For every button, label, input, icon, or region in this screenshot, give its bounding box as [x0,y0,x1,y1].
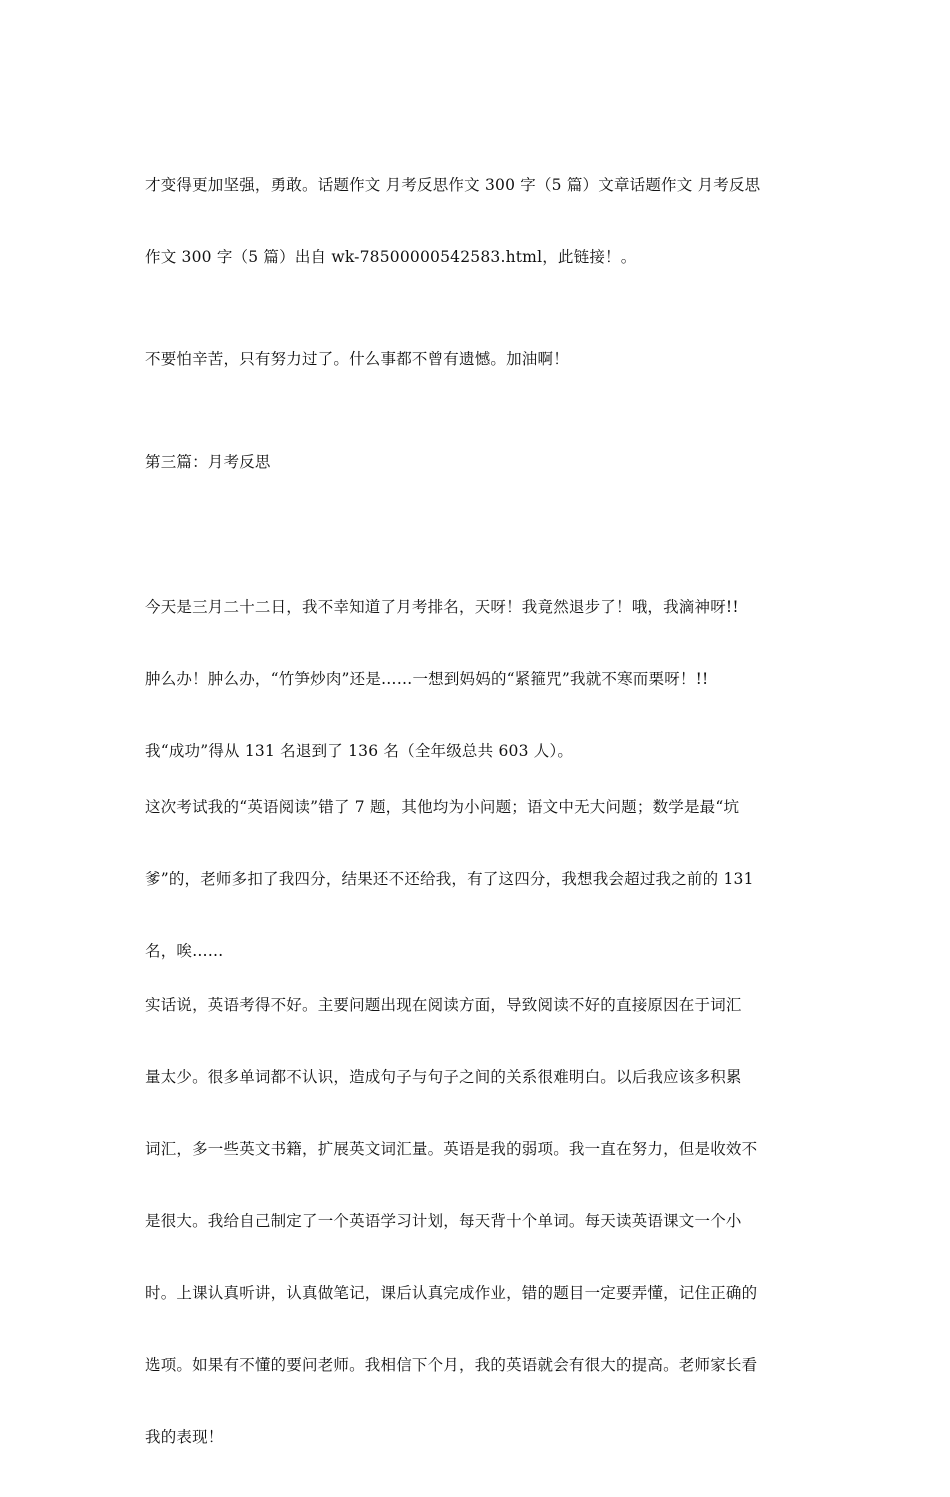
text-line: 爹”的，老师多扣了我四分，结果还不还给我，有了这四分，我想我会超过我之前的 131 [145,870,754,888]
text-line: 不要怕辛苦，只有努力过了。什么事都不曾有遗憾。加油啊！ [145,350,569,368]
text-line: 是很大。我给自己制定了一个英语学习计划，每天背十个单词。每天读英语课文一个小 [145,1212,742,1230]
section-heading: 第三篇：月考反思 [145,453,271,471]
text-line: 量太少。很多单词都不认识，造成句子与句子之间的关系很难明白。以后我应该多积累 [145,1068,742,1086]
text-line: 这次考试我的“英语阅读”错了 7 题，其他均为小问题；语文中无大问题；数学是最“坑 [145,798,740,816]
paragraph-english-plan [145,945,810,1497]
text-line: 才变得更加坚强，勇敢。话题作文 月考反思作文 300 字（5 篇）文章话题作文 月考反思 [145,176,761,194]
text-line: 词汇，多一些英文书籍，扩展英文词汇量。英语是我的弱项。我一直在努力，但是收效不 [145,1140,758,1158]
text-line: 实话说，英语考得不好。主要问题出现在阅读方面，导致阅读不好的直接原因在于词汇 [145,996,742,1014]
text-line: 我的表现！ [145,1428,224,1446]
text-line: 时。上课认真听讲，认真做笔记，课后认真完成作业，错的题目一定要弄懂，记住正确的 [145,1284,758,1302]
text-line: 今天是三月二十二日，我不幸知道了月考排名，天呀！我竟然退步了！哦，我滴神呀!! [145,598,739,616]
text-line: 作文 300 字（5 篇）出自 wk-78500000542583.html，此链接！。 [145,248,637,266]
text-line: 名，唉…… [145,942,224,960]
text-line: 肿么办！肿么办，“竹笋炒肉”还是……一想到妈妈的“紧箍咒”我就不寒而栗呀！!! [145,670,709,688]
paragraph-intro-end [145,125,810,317]
text-line: 我“成功”得从 131 名退到了 136 名（全年级总共 603 人）。 [145,742,574,760]
paragraph-encouragement [145,299,810,419]
text-line: 选项。如果有不懂的要问老师。我相信下个月，我的英语就会有很大的提高。老师家长看 [145,1356,758,1374]
